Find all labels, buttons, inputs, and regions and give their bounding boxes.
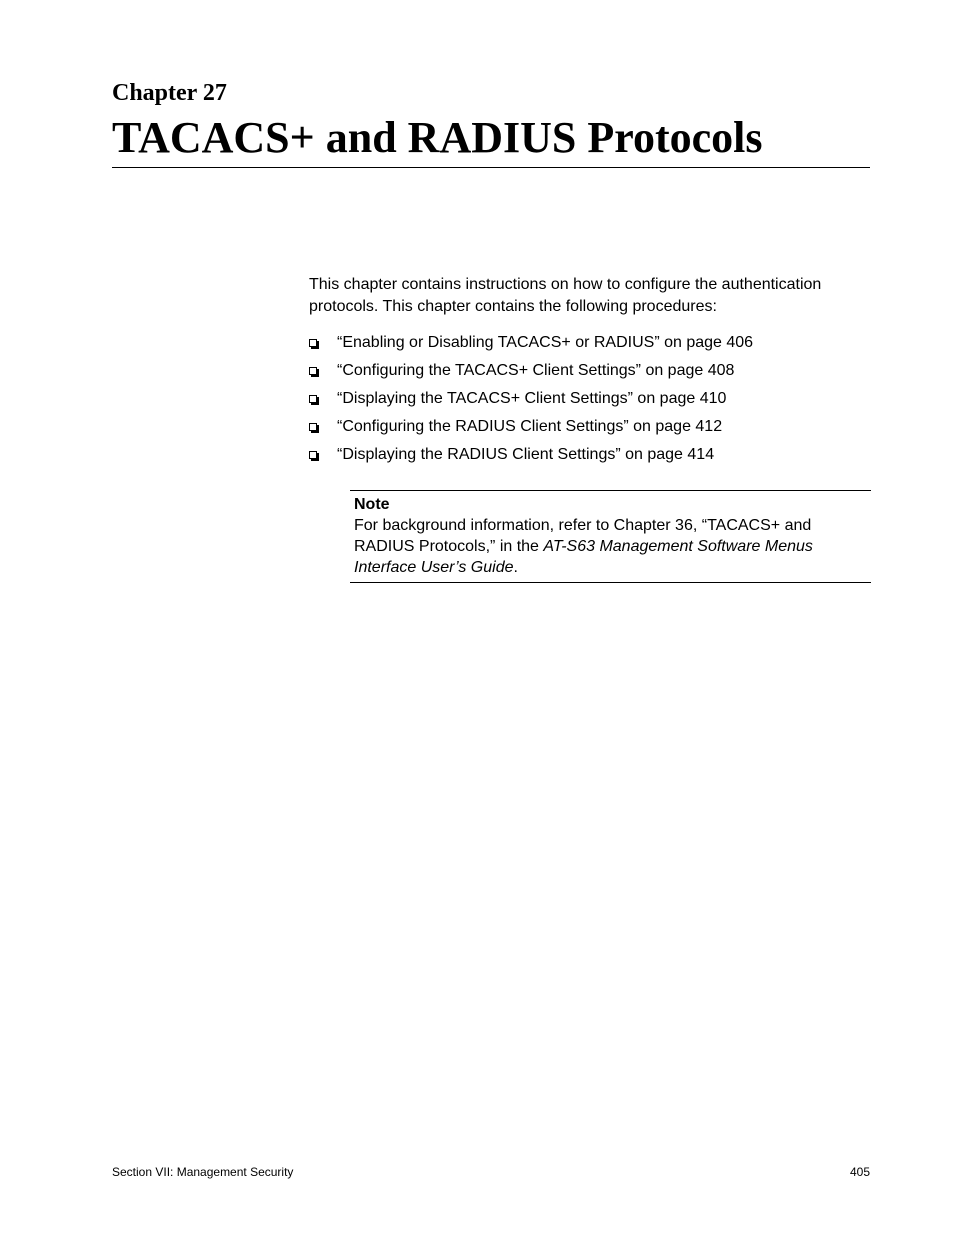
- list-item: [309, 332, 753, 360]
- intro-paragraph: This chapter contains instructions on how to configure the authentication protocols. This chapter contains the following procedures:: [309, 276, 822, 315]
- note-heading: Note: [354, 496, 390, 513]
- title-divider: [112, 167, 870, 168]
- checkbox-bullet-icon: [309, 451, 317, 459]
- page-title: TACACS+ and RADIUS Protocols: [112, 113, 763, 162]
- note-body: [354, 515, 854, 578]
- list-item: [309, 360, 753, 388]
- procedure-link[interactable]: “Enabling or Disabling TACACS+ or RADIUS” on page 406: [337, 334, 754, 351]
- list-item: [309, 444, 753, 472]
- procedure-link[interactable]: “Configuring the RADIUS Client Settings” on page 412: [337, 418, 723, 435]
- note-text-before: For background information, refer to Chapter 36, “TACACS+ and RADIUS Protocols,” in the: [354, 517, 812, 555]
- note-text-after: .: [513, 559, 518, 576]
- procedure-link[interactable]: “Displaying the RADIUS Client Settings” on page 414: [337, 446, 715, 463]
- checkbox-bullet-icon: [309, 423, 317, 431]
- note-book-title[interactable]: AT-S63 Management Software Menus Interface User’s Guide: [354, 538, 813, 576]
- checkbox-bullet-icon: [309, 339, 317, 347]
- list-item: [309, 416, 753, 444]
- procedure-list: [309, 332, 753, 472]
- procedure-link[interactable]: “Displaying the TACACS+ Client Settings” on page 410: [337, 390, 727, 407]
- list-item: [309, 388, 753, 416]
- footer-section: Section VII: Management Security: [112, 1165, 294, 1179]
- checkbox-bullet-icon: [309, 367, 317, 375]
- note-box: [350, 490, 871, 583]
- checkbox-bullet-icon: [309, 395, 317, 403]
- procedure-link[interactable]: “Configuring the TACACS+ Client Settings” on page 408: [337, 362, 735, 379]
- footer-page-number: 405: [849, 1165, 870, 1179]
- chapter-label: Chapter 27: [112, 80, 227, 106]
